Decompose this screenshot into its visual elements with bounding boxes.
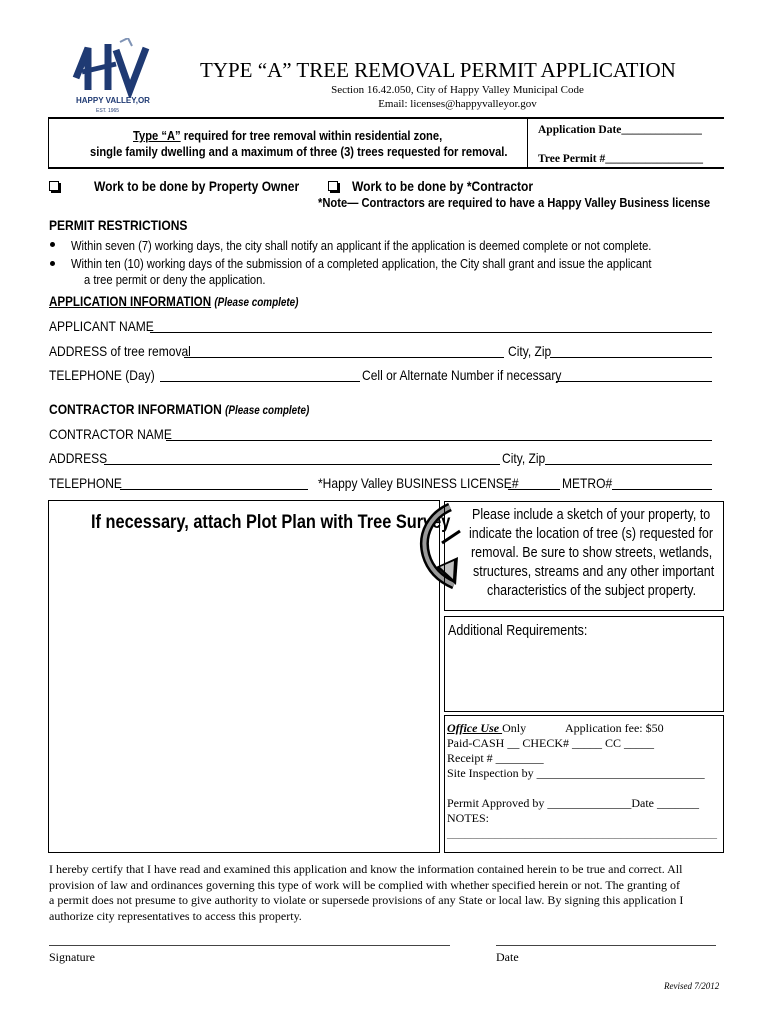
contractor-city-zip-label: City, Zip	[502, 450, 546, 466]
code-section: Section 16.42.050, City of Happy Valley Municipal Code	[331, 84, 584, 96]
type-a-line2: single family dwelling and a maximum of three (3) trees requested for removal.	[90, 144, 508, 159]
contractor-address-field[interactable]	[104, 464, 500, 465]
certification-line: a permit does not presume to give authority to violate or supersede provisions of any State or local law. By signing this application I	[49, 893, 684, 907]
business-license-label: *Happy Valley BUSINESS LICENSE#	[318, 475, 519, 491]
logo-est: EST. 1965	[96, 108, 120, 114]
contact-email: Email: licenses@happyvalleyor.gov	[378, 98, 537, 110]
address-label: ADDRESS of tree removal	[49, 343, 191, 359]
contractor-city-zip-field[interactable]	[545, 464, 712, 465]
application-heading	[49, 294, 298, 309]
sketch-line: Please include a sketch of your property, to	[472, 507, 711, 523]
certification-text	[49, 862, 729, 924]
contractor-telephone-field[interactable]	[120, 489, 308, 490]
office-use-line	[447, 721, 526, 736]
restriction-item-1: Within seven (7) working days, the city shall notify an applicant if the application is deemed complete or not complete.	[71, 238, 652, 253]
happy-valley-logo-icon	[72, 38, 154, 98]
date-label: Date	[496, 950, 519, 964]
application-heading-note: (Please complete)	[214, 297, 299, 309]
receipt-field[interactable]: Receipt # ________	[447, 751, 544, 765]
cell-label: Cell or Alternate Number if necessary	[362, 367, 562, 383]
type-a-line1	[133, 128, 442, 143]
restrictions-heading: PERMIT RESTRICTIONS	[49, 217, 188, 233]
notes-field[interactable]: _____________________________________________	[447, 826, 717, 840]
page-title: TYPE “A” TREE REMOVAL PERMIT APPLICATION	[200, 58, 676, 82]
notes-label: NOTES:	[447, 811, 489, 825]
contractor-heading	[49, 401, 309, 417]
applicant-name-field[interactable]	[150, 332, 712, 333]
city-logo	[72, 38, 154, 118]
sketch-instructions-box	[444, 501, 724, 611]
contractor-name-label: CONTRACTOR NAME	[49, 426, 172, 442]
telephone-label: TELEPHONE (Day)	[49, 367, 155, 383]
owner-option-label: Work to be done by Property Owner	[94, 178, 300, 194]
contractor-checkbox[interactable]	[328, 181, 338, 191]
contractor-telephone-label: TELEPHONE	[49, 475, 122, 491]
contractor-name-field[interactable]	[166, 440, 712, 441]
certification-line: provision of law and ordinances governing this type of work will be complied with whether specified herein or not. The granting of	[49, 877, 680, 892]
bullet-icon	[50, 261, 55, 266]
bullet-icon	[50, 242, 55, 247]
certification-line: I hereby certify that I have read and examined this application and know the information contained herein to be true and correct. All	[49, 862, 683, 876]
restriction-item-2: Within ten (10) working days of the submission of a completed application, the City shall grant and issue the applicant	[71, 256, 652, 271]
cell-field[interactable]	[556, 381, 712, 382]
city-zip-field[interactable]	[550, 357, 712, 358]
business-license-field[interactable]	[508, 489, 560, 490]
contractor-heading-note: (Please complete)	[225, 405, 310, 417]
city-zip-label: City, Zip	[508, 343, 552, 359]
plot-plan-heading: If necessary, attach Plot Plan with Tree Survey	[91, 512, 451, 533]
sketch-line: indicate the location of tree (s) requested for	[469, 526, 713, 542]
application-date-field[interactable]: Application Date______________	[538, 124, 702, 136]
site-inspection-field[interactable]: Site Inspection by ____________________________	[447, 766, 705, 780]
address-field[interactable]	[184, 357, 504, 358]
signature-field[interactable]	[49, 945, 450, 946]
logo-city-name: HAPPY VALLEY,OR	[76, 96, 150, 105]
sketch-line: structures, streams and any other important	[473, 564, 715, 580]
date-field[interactable]	[496, 945, 716, 946]
plot-plan-box[interactable]	[48, 500, 451, 853]
office-use-box	[444, 715, 724, 853]
contractor-heading-title: CONTRACTOR INFORMATION	[49, 401, 222, 417]
sketch-line: removal. Be sure to show streets, wetlands,	[471, 545, 713, 561]
certification-line: authorize city representatives to access this property.	[49, 908, 302, 923]
office-use-label: Office Use	[447, 721, 503, 735]
owner-checkbox[interactable]	[49, 181, 59, 191]
type-a-box	[48, 117, 528, 169]
office-only-label: Only	[502, 721, 527, 735]
restriction-item-2-cont: a tree permit or deny the application.	[84, 272, 266, 287]
signature-label: Signature	[49, 950, 95, 964]
metro-label: METRO#	[562, 475, 613, 491]
applicant-name-label: APPLICANT NAME	[49, 318, 154, 334]
tree-permit-field[interactable]: Tree Permit #_________________	[538, 153, 704, 165]
revision-note: Revised 7/2012	[664, 981, 720, 991]
type-a-label: Type “A”	[133, 128, 181, 143]
additional-requirements-box[interactable]	[444, 616, 724, 712]
application-heading-title: APPLICATION INFORMATION	[49, 294, 212, 309]
application-fee: Application fee: $50	[565, 721, 664, 735]
metro-field[interactable]	[612, 489, 712, 490]
permit-number-box	[528, 117, 724, 169]
payment-field[interactable]: Paid-CASH __ CHECK# _____ CC _____	[447, 736, 655, 750]
sketch-instructions	[445, 506, 725, 601]
type-a-line1-text: required for tree removal within residential zone,	[180, 128, 443, 143]
telephone-field[interactable]	[160, 381, 360, 382]
additional-requirements-label: Additional Requirements:	[448, 623, 588, 639]
sketch-line: characteristics of the subject property.	[487, 583, 697, 599]
contractor-license-note: *Note— Contractors are required to have a Happy Valley Business license	[318, 195, 711, 210]
permit-approved-field[interactable]: Permit Approved by ______________Date _______	[447, 796, 699, 810]
contractor-address-label: ADDRESS	[49, 450, 108, 466]
contractor-option-label: Work to be done by *Contractor	[352, 178, 534, 194]
